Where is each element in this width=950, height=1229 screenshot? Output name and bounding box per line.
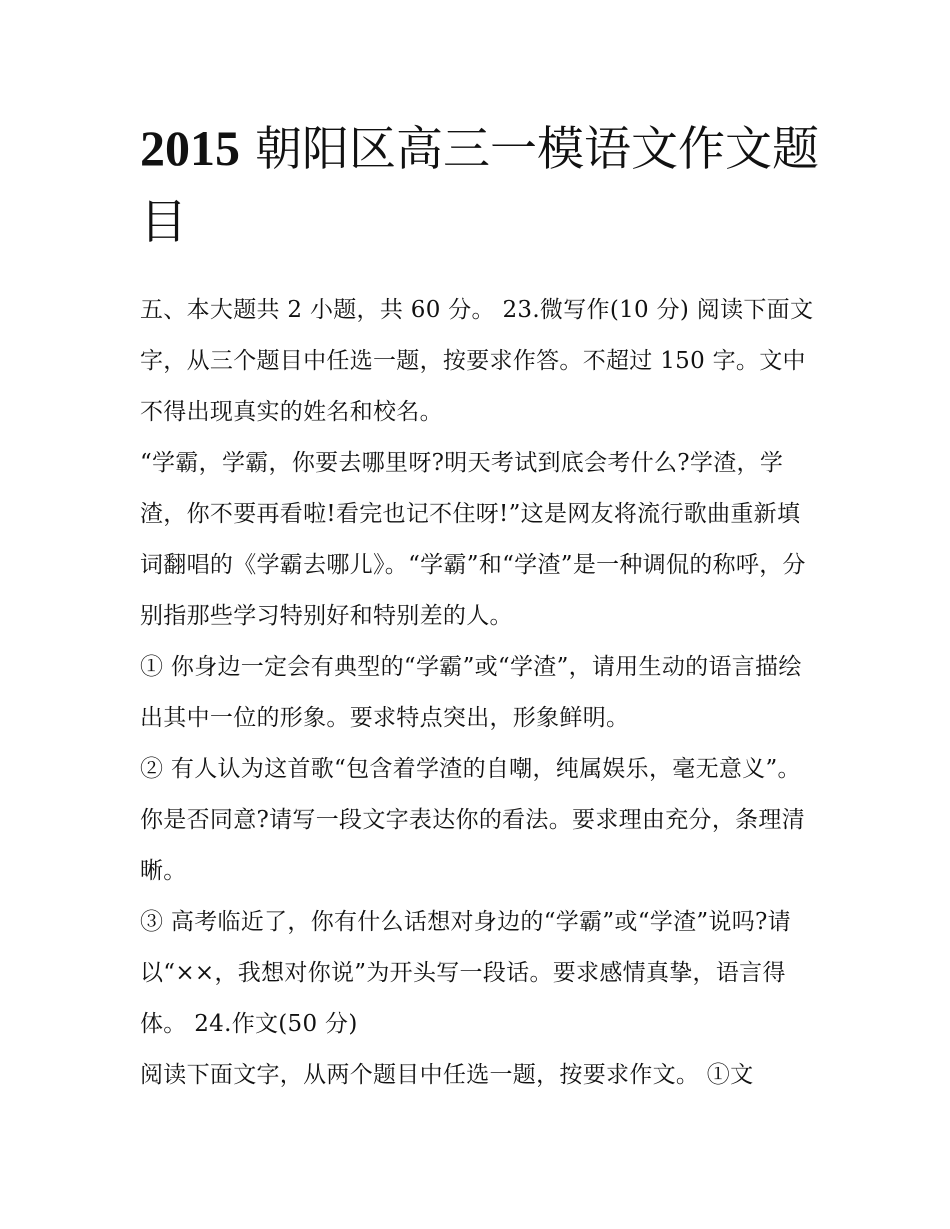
paragraph-essay-intro: 阅读下面文字，从两个题目中任选一题，按要求作文。 ①文 <box>140 1062 754 1088</box>
paragraph-option-1: ① 你身边一定会有典型的“学霸”或“学渣”，请用生动的语言描绘出其中一位的形象。要求特点突出，形象鲜明。 <box>140 654 802 731</box>
document-body <box>140 285 820 1101</box>
title-year: 2015 <box>140 120 240 176</box>
document-page <box>140 112 820 1101</box>
title-text: 朝阳区高三一模语文作文题目 <box>140 122 819 250</box>
paragraph-intro: 五、本大题共 2 小题，共 60 分。 23.微写作(10 分) 阅读下面文字，从三个题目中任选一题，按要求作答。不超过 150 字。文中不得出现真实的姓名和校名。 <box>140 297 814 425</box>
paragraph-song-lyrics: “学霸，学霸，你要去哪里呀?明天考试到底会考什么?学渣，学渣，你不要再看啦!看完也记不住呀!”这是网友将流行歌曲重新填词翻唱的《学霸去哪儿》。“学霸”和“学渣”是一种调侃的称呼，分别指那些学习特别好和特别差的人。 <box>140 450 806 629</box>
paragraph-option-3: ③ 高考临近了，你有什么话想对身边的“学霸”或“学渣”说吗?请以“××，我想对你说”为开头写一段话。要求感情真挚，语言得体。 24.作文(50 分) <box>140 909 791 1037</box>
paragraph-option-2: ② 有人认为这首歌“包含着学渣的自嘲，纯属娱乐，毫无意义”。你是否同意?请写一段文字表达你的看法。要求理由充分，条理清晰。 <box>140 756 806 884</box>
document-title <box>140 112 820 259</box>
